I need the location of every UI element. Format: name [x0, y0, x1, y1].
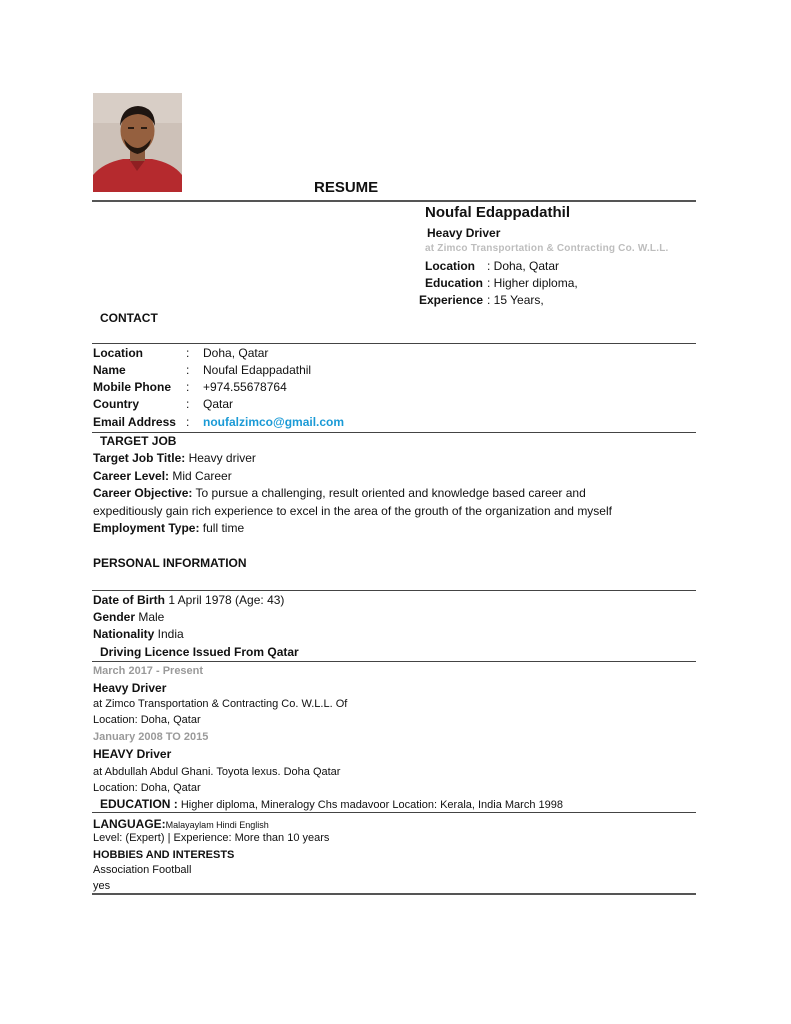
contact-label: Email Address: [93, 415, 176, 429]
experience-location: Location: Doha, Qatar: [93, 714, 201, 726]
career-level-label: Career Level:: [93, 469, 170, 483]
gender-label: Gender: [93, 610, 136, 624]
contact-colon: :: [186, 346, 190, 360]
divider: [92, 812, 696, 813]
target-job-title-value: Heavy driver: [185, 451, 256, 465]
summary-education-value: : Higher diploma,: [487, 276, 578, 290]
summary-experience-value: : 15 Years,: [487, 293, 544, 307]
summary-location-value: : Doha, Qatar: [487, 259, 560, 273]
hobbies-heading: HOBBIES AND INTERESTS: [93, 849, 235, 861]
experience-role: Heavy Driver: [93, 681, 167, 695]
employment-type-label: Employment Type:: [93, 521, 200, 535]
contact-label: Country: [93, 397, 139, 411]
contact-label: Name: [93, 363, 126, 377]
resume-title: RESUME: [314, 179, 379, 196]
divider: [92, 590, 696, 591]
gender: [93, 610, 164, 625]
divider: [92, 200, 696, 202]
target-job-title-label: Target Job Title:: [93, 451, 186, 465]
contact-colon: :: [186, 415, 190, 429]
experience-dates: March 2017 - Present: [93, 665, 204, 677]
personal-info-heading: PERSONAL INFORMATION: [93, 556, 247, 570]
contact-label: Mobile Phone: [93, 380, 171, 394]
nationality: [93, 627, 184, 642]
summary-experience-label: Experience: [419, 293, 484, 307]
driving-licence: Driving Licence Issued From Qatar: [100, 645, 299, 659]
date-of-birth: [93, 593, 284, 608]
experience-company: at Abdullah Abdul Ghani. Toyota lexus. Doha Qatar: [93, 766, 341, 778]
hobby-item: Association Football: [93, 864, 192, 876]
language-value: Malayaylam Hindi English: [165, 820, 269, 830]
contact-label: Location: [93, 346, 143, 360]
education-value: Higher diploma, Mineralogy Chs madavoor Location: Kerala, India March 1998: [177, 799, 563, 811]
divider: [92, 343, 696, 344]
dob-value: 1 April 1978 (Age: 43): [165, 593, 285, 607]
experience-company: at Zimco Transportation & Contracting Co. W.L.L. Of: [93, 698, 348, 710]
contact-heading: CONTACT: [100, 311, 158, 325]
nationality-value: India: [154, 627, 184, 641]
employment-type: [93, 521, 244, 536]
contact-colon: :: [186, 397, 190, 411]
company-line: at Zimco Transportation & Contracting Co. W.L.L.: [425, 243, 669, 254]
dob-label: Date of Birth: [93, 593, 165, 607]
experience-location: Location: Doha, Qatar: [93, 782, 201, 794]
nationality-label: Nationality: [93, 627, 155, 641]
email-link[interactable]: noufalzimco@gmail.com: [203, 415, 345, 429]
experience-role: HEAVY Driver: [93, 747, 172, 761]
job-title: Heavy Driver: [427, 226, 501, 240]
hobby-extra: yes: [93, 880, 111, 892]
summary-location-label: Location: [425, 259, 475, 273]
career-objective: [93, 486, 586, 501]
gender-value: Male: [135, 610, 165, 624]
contact-colon: :: [186, 380, 190, 394]
summary-education-label: Education: [425, 276, 484, 290]
divider: [92, 432, 696, 433]
career-level: [93, 469, 232, 484]
language-label: LANGUAGE:: [93, 817, 166, 831]
education: [100, 797, 563, 812]
career-objective-value: To pursue a challenging, result oriented and knowledge based career and: [192, 486, 586, 500]
career-level-value: Mid Career: [169, 469, 232, 483]
education-label: EDUCATION :: [100, 797, 178, 811]
divider: [92, 661, 696, 662]
career-objective-line2: expeditiously gain rich experience to excel in the area of the grouth of the organization and myself: [93, 504, 612, 518]
contact-value: +974.55678764: [203, 380, 287, 394]
experience-dates: January 2008 TO 2015: [93, 731, 209, 743]
divider: [92, 893, 696, 895]
contact-value: Qatar: [203, 397, 234, 411]
candidate-name: Noufal Edappadathil: [425, 204, 571, 221]
contact-colon: :: [186, 363, 190, 377]
contact-value: Noufal Edappadathil: [203, 363, 312, 377]
target-job-title: [93, 451, 256, 466]
person-portrait-icon: [93, 93, 182, 192]
employment-type-value: full time: [199, 521, 245, 535]
language-level: Level: (Expert) | Experience: More than 10 years: [93, 832, 330, 844]
contact-value: Doha, Qatar: [203, 346, 269, 360]
career-objective-label: Career Objective:: [93, 486, 193, 500]
profile-photo: [93, 93, 182, 192]
target-job-heading: TARGET JOB: [100, 434, 177, 448]
